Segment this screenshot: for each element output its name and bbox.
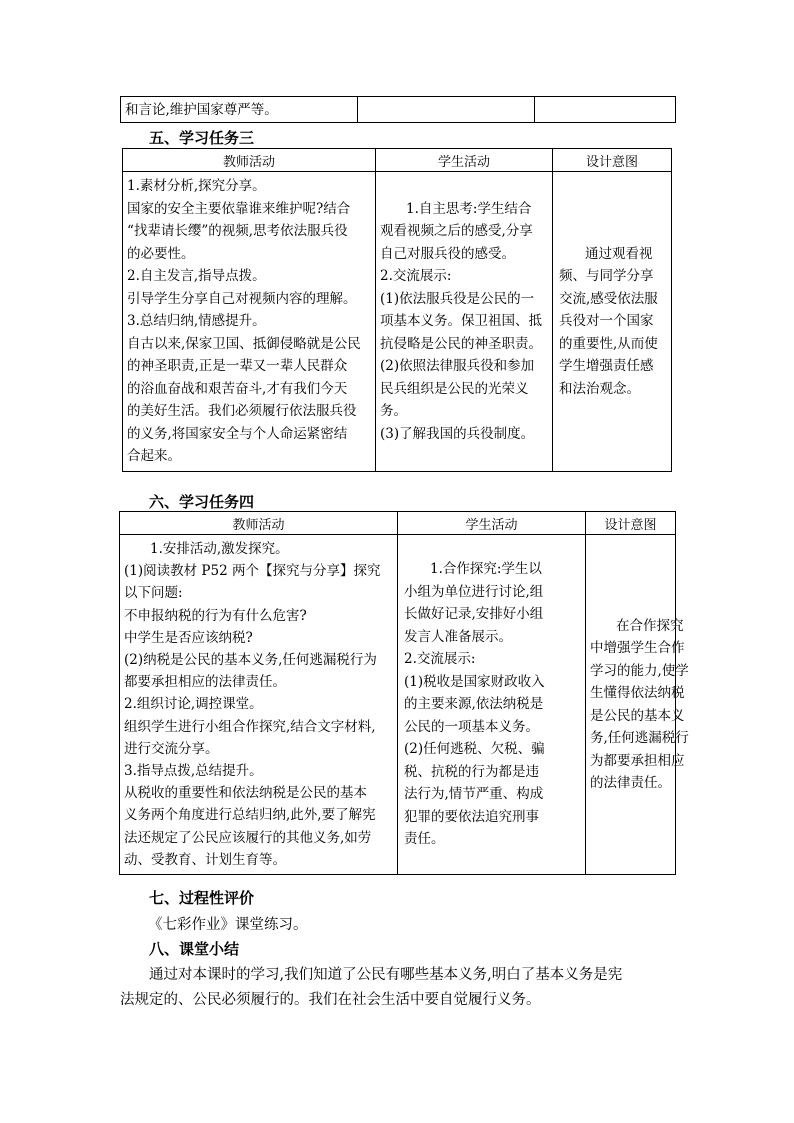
task4-student-line: 税、抗税的行为都是违 (404, 763, 539, 780)
task3-heading: 五、学习任务三 (149, 129, 255, 147)
task3-table (122, 148, 672, 472)
task3-teacher-line: 的必要性。 (127, 245, 195, 262)
task4-teacher-line: 以下问题: (124, 585, 183, 602)
top-table-teacher-cell (121, 97, 358, 123)
task4-student-line: 长做好记录,安排好小组 (404, 606, 544, 623)
task3-intent-line: 的重要性,从而使 (559, 335, 658, 352)
task3-teacher-cell (123, 172, 376, 472)
task3-teacher-line: 的神圣职责,正是一辈又一辈人民群众 (127, 358, 348, 374)
task4-student-line: 责任。 (404, 831, 445, 848)
task4-intent-line: 在合作探究 (616, 617, 684, 634)
task4-teacher-line: 不申报纳税的行为有什么危害? (124, 607, 307, 624)
task3-teacher-line: 国家的安全主要依靠谁来维护呢?结合 (127, 200, 351, 217)
task3-teacher-line: 引导学生分享自己对视频内容的理解。 (127, 290, 357, 307)
task4-student-line: 法行为,情节严重、构成 (404, 786, 544, 803)
task4-teacher-line: 动、受教育、计划生育等。 (124, 851, 286, 868)
task4-intent-cell (586, 535, 689, 875)
task4-student-line: 1.合作探究:学生以 (430, 561, 542, 578)
top-table-student-cell (358, 97, 535, 123)
task4-teacher-line: (1)阅读教材 P52 两个【探究与分享】探究 (124, 563, 381, 580)
section8-heading: 八、课堂小结 (149, 940, 240, 958)
task3-student-line: 务。 (380, 403, 407, 419)
task4-header-intent: 设计意图 (586, 512, 676, 535)
task3-student-line: (2)依照法律服兵役和参加 (380, 358, 535, 374)
task4-intent-line: 是公民的基本义 (590, 707, 685, 724)
task4-teacher-line: 1.安排活动,激发探究。 (150, 541, 289, 557)
task4-header-teacher: 教师活动 (120, 512, 398, 535)
task4-student-cell (398, 535, 586, 875)
top-table-intent-cell (535, 97, 676, 123)
task4-intent-line: 学习的能力,使学 (590, 662, 689, 679)
task4-student-line: 发言人准备展示。 (404, 628, 512, 645)
task4-teacher-line: 从税收的重要性和依法纳税是公民的基本 (124, 785, 367, 802)
task4-teacher-line: 组织学生进行小组合作探究,结合文字材料, (124, 718, 376, 735)
task4-teacher-line: 中学生是否应该纳税? (124, 629, 253, 646)
task4-teacher-cell (120, 535, 398, 875)
task3-student-line: 项基本义务。保卫祖国、抵 (380, 313, 542, 329)
task4-student-line: 的主要来源,依法纳税是 (404, 696, 544, 713)
task3-header-intent: 设计意图 (553, 149, 672, 172)
top-table (120, 96, 676, 123)
task3-teacher-line: 的美好生活。我们必须履行依法服兵役 (127, 403, 357, 419)
task4-teacher-line: 2.组织讨论,调控课堂。 (124, 696, 263, 713)
task3-student-line: 2.交流展示: (380, 268, 452, 284)
task3-student-line: 自己对服兵役的感受。 (380, 245, 515, 262)
task4-student-line: (1)税收是国家财政收入 (404, 673, 545, 690)
task4-intent-line: 的法律责任。 (590, 775, 671, 792)
task4-intent-line: 生懂得依法纳税 (590, 685, 685, 702)
task4-student-line: 犯罪的要依法追究刑事 (404, 808, 539, 825)
task3-teacher-line: 1.素材分析,探究分享。 (127, 178, 266, 194)
task3-header-teacher: 教师活动 (123, 149, 376, 172)
task3-intent-cell (553, 172, 672, 472)
task3-teacher-line: 自古以来,保家卫国、抵御侵略就是公民 (127, 335, 361, 352)
task4-intent-line: 为都要承担相应 (590, 752, 685, 769)
task4-header-student: 学生活动 (398, 512, 586, 535)
task3-intent-line: 和法治观念。 (559, 380, 640, 397)
task3-student-line: 民兵组织是公民的光荣义 (380, 380, 529, 397)
task3-student-line: (3)了解我国的兵役制度。 (380, 425, 535, 442)
task4-teacher-line: 都要承担相应的法律责任。 (124, 674, 286, 691)
task3-intent-line: 频、与同学分享 (559, 268, 654, 284)
task4-intent-line: 务,任何逃漏税行 (590, 730, 689, 747)
task4-student-line: (2)任何逃税、欠税、骗 (404, 741, 545, 758)
task3-teacher-line: 2.自主发言,指导点拨。 (127, 268, 266, 284)
task3-teacher-line: “找辈请长缨”的视频,思考依法服兵役 (127, 223, 348, 239)
task3-intent-line: 学生增强责任感 (559, 358, 654, 374)
section8-line-2: 法规定的、公民必须履行的。我们在社会生活中要自觉履行义务。 (120, 992, 541, 1008)
task3-teacher-line: 的浴血奋战和艰苦奋斗,才有我们今天 (127, 380, 348, 397)
section7-heading: 七、过程性评价 (149, 889, 255, 907)
task4-student-line: 2.交流展示: (404, 651, 476, 668)
task3-intent-line: 兵役对一个国家 (559, 313, 654, 329)
task3-student-line: 1.自主思考:学生结合 (406, 200, 532, 217)
task3-teacher-line: 3.总结归纳,情感提升。 (127, 313, 266, 329)
top-table-text: 和言论,维护国家尊严等。 (125, 101, 278, 118)
section7-text: 《七彩作业》课堂练习。 (148, 917, 308, 933)
task3-intent-line: 通过观看视 (585, 245, 653, 262)
task4-teacher-line: (2)纳税是公民的基本义务,任何逃漏税行为 (124, 652, 377, 669)
task4-heading: 六、学习任务四 (149, 493, 255, 511)
task3-student-cell (376, 172, 553, 472)
task3-header-student: 学生活动 (376, 149, 553, 172)
task4-student-line: 小组为单位进行讨论,组 (404, 583, 544, 600)
task4-intent-line: 中增强学生合作 (590, 640, 685, 657)
task4-table (119, 511, 689, 875)
task3-student-line: 观看视频之后的感受,分享 (380, 223, 533, 239)
task4-teacher-line: 进行交流分享。 (124, 740, 219, 757)
task4-student-line: 公民的一项基本义务。 (404, 718, 539, 735)
task3-teacher-line: 合起来。 (127, 448, 181, 464)
task4-teacher-line: 义务两个角度进行总结归纳,此外,要了解宪 (124, 807, 376, 824)
section8-line-1: 通过对本课时的学习,我们知道了公民有哪些基本义务,明白了基本义务是宪 (149, 967, 623, 983)
task4-teacher-line: 法还规定了公民应该履行的其他义务,如劳 (124, 829, 372, 846)
task3-intent-line: 交流,感受依法服 (559, 290, 658, 307)
task4-teacher-line: 3.指导点拨,总结提升。 (124, 763, 263, 780)
task3-teacher-line: 的义务,将国家安全与个人命运紧密结 (127, 425, 348, 442)
task3-student-line: (1)依法服兵役是公民的一 (380, 290, 535, 307)
task3-student-line: 抗侵略是公民的神圣职责。 (380, 335, 542, 352)
